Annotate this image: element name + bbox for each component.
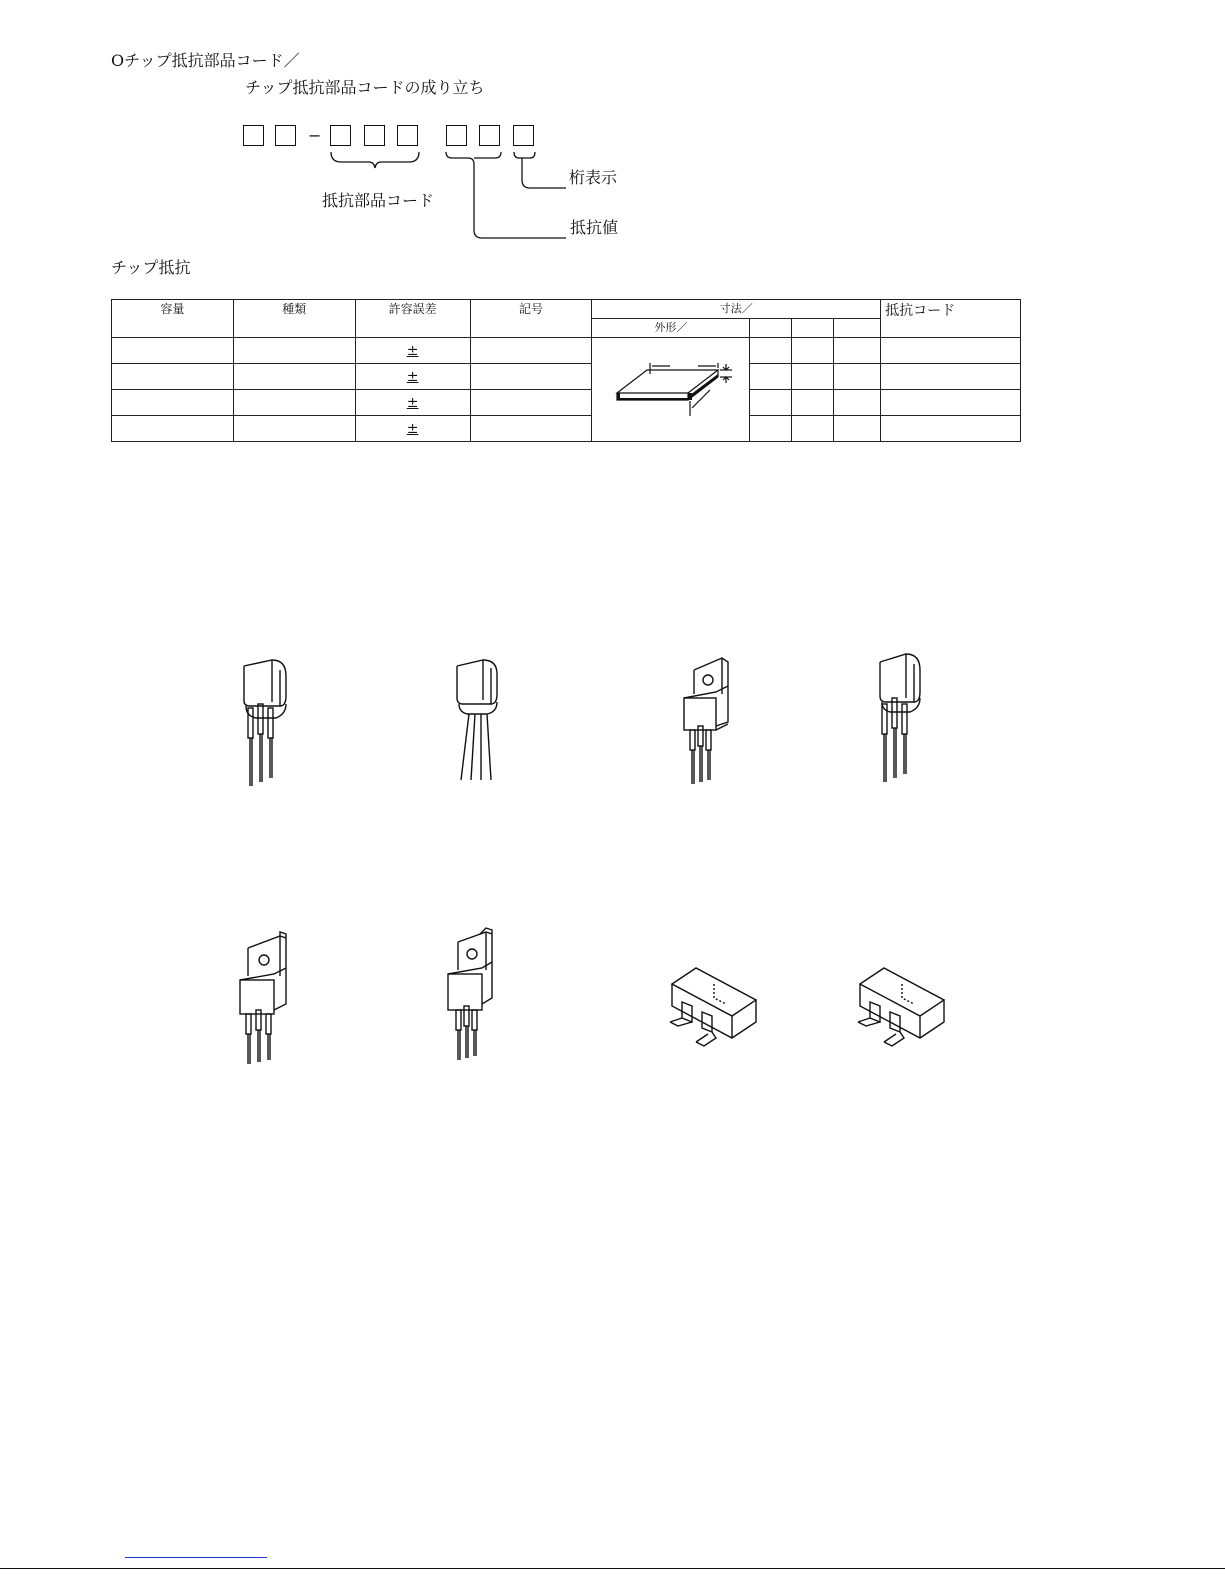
table-row <box>112 338 1021 364</box>
tolerance-cell: ± <box>406 394 419 411</box>
to220-transistor-icon <box>444 928 504 1062</box>
header-tolerance: 許容誤差 <box>355 300 470 338</box>
sot23-chip-transistor-icon <box>668 966 760 1048</box>
sot23-chip-transistor-icon <box>856 966 948 1048</box>
tolerance-cell: ± <box>406 342 419 359</box>
header-capacity: 容量 <box>112 300 234 338</box>
to92-transistor-icon <box>872 650 932 784</box>
header-resistor-code: 抵抗コード <box>881 300 1021 338</box>
header-dim-1 <box>750 319 792 338</box>
header-outline: 外形／ <box>592 319 750 338</box>
to220-transistor-icon <box>676 654 736 786</box>
header-dim-3 <box>834 319 881 338</box>
header-dim-2 <box>792 319 834 338</box>
section-title: Oチップ抵抗部品コード／ <box>111 51 300 70</box>
to92-transistor-straight-leads-icon <box>451 656 511 782</box>
chip-outline-cell <box>592 338 750 442</box>
header-type: 種類 <box>233 300 355 338</box>
label-value: 抵抗値 <box>570 218 619 237</box>
chip-resistor-table <box>111 299 1021 442</box>
footer-link-underline[interactable] <box>125 1557 267 1558</box>
table-row <box>112 416 1021 442</box>
to220-transistor-icon <box>236 932 296 1066</box>
table-row <box>112 364 1021 390</box>
tolerance-cell: ± <box>406 420 419 437</box>
to92-transistor-icon <box>236 656 296 788</box>
table-row <box>112 390 1021 416</box>
section-subtitle: チップ抵抗部品コードの成り立ち <box>245 78 485 97</box>
label-digit: 桁表示 <box>569 168 618 187</box>
header-symbol: 記号 <box>470 300 592 338</box>
header-dimensions: 寸法／ <box>592 300 881 319</box>
code-separator: − <box>308 126 322 145</box>
label-part-code: 抵抗部品コード <box>322 191 435 210</box>
chip-resistor-outline-icon <box>606 348 736 428</box>
tolerance-cell: ± <box>406 368 419 385</box>
footer-rule <box>0 1568 1225 1569</box>
table-section-title: チップ抵抗 <box>111 258 191 277</box>
